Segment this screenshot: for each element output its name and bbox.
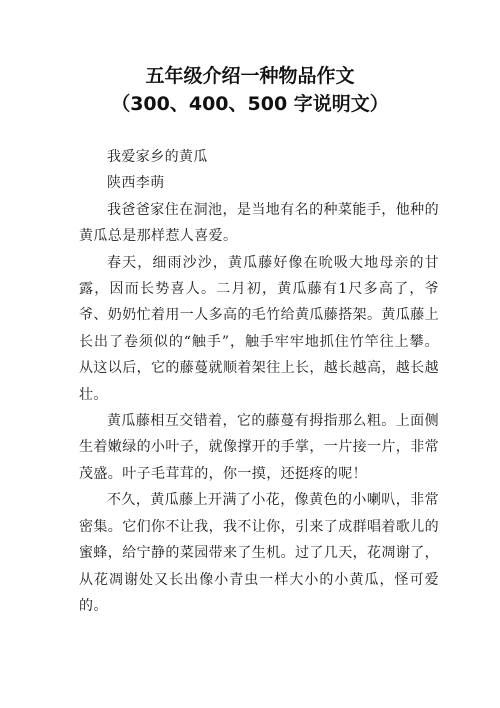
page-title: 五年级介绍一种物品作文 — [145, 65, 355, 87]
paragraph: 春天，细雨沙沙，黄瓜藤好像在吮吸大地母亲的甘露，因而长势喜人。二月初，黄瓜藤有1尺多高了，爷爷、奶奶忙着用一人多高的毛竹给黄瓜藤搭架。黄瓜藤上长出了卷须似的“触手”，触手牢牢地抓住竹竿往上攀。从这以后，它的藤蔓就顺着架往上长，越长越高，越长越壮。 — [79, 254, 439, 403]
paragraph: 不久，黄瓜藤上开满了小花，像黄色的小喇叭，非常密集。它们你不让我，我不让你，引来了成群唱着歌儿的蜜蜂，给宁静的菜园带来了生机。过了几天，花凋谢了，从花凋谢处又长出像小青虫一样大小的小黄瓜，怪可爱的。 — [79, 492, 439, 614]
article-heading: 我爱家乡的黄瓜 — [107, 149, 208, 165]
paragraph: 我爸爸家住在洞池，是当地有名的种菜能手，他种的黄瓜总是那样惹人喜爱。 — [79, 201, 439, 245]
page-subtitle: （300、400、500 字说明文） — [111, 93, 389, 115]
paragraph: 黄瓜藤相互交错着，它的藤蔓有拇指那么粗。上面侧生着嫩绿的小叶子，就像撑开的手掌，一片接一片，非常茂盛。叶子毛茸茸的，你一摸，还挺疼的呢！ — [79, 413, 439, 482]
article-body — [79, 144, 439, 619]
article-author: 陕西李萌 — [107, 175, 165, 192]
